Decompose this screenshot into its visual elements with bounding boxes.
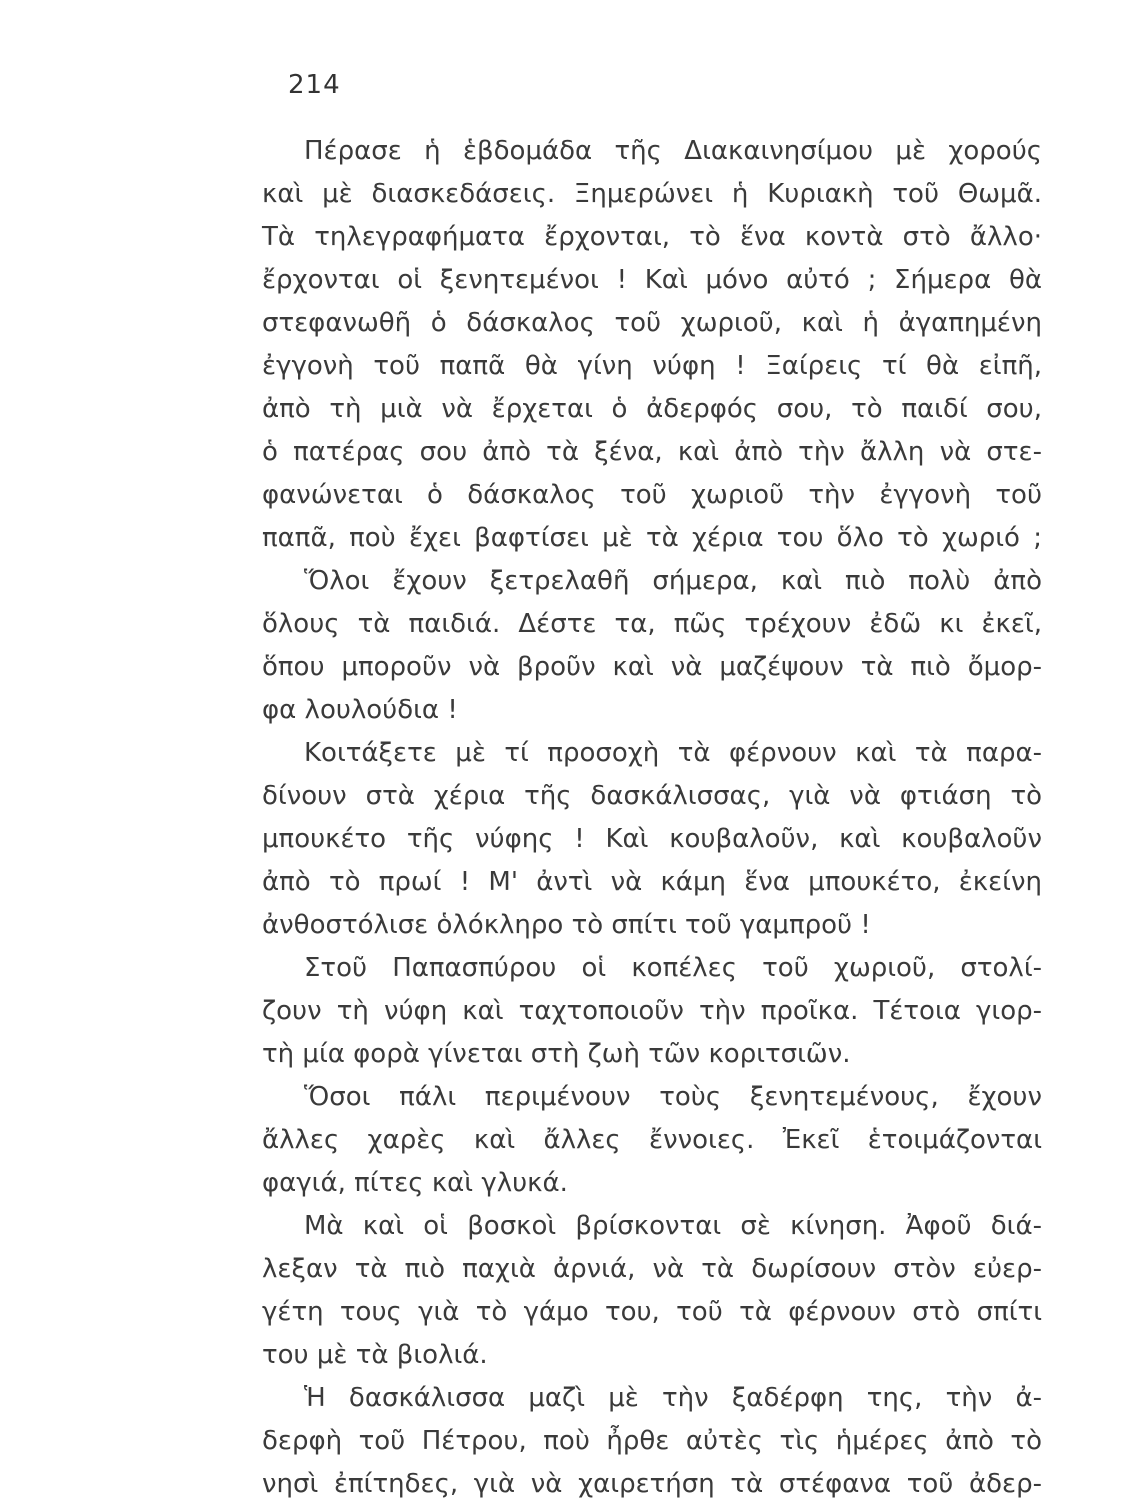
text-line: Τὰ τηλεγραφήματα ἔρχονται, τὸ ἕνα κοντὰ στὸ ἄλλο· xyxy=(262,222,1042,252)
text-line: ἄλλες χαρὲς καὶ ἄλλες ἔννοιες. Ἐκεῖ ἑτοιμάζονται xyxy=(262,1125,1042,1155)
text-line: Πέρασε ἡ ἑβδομάδα τῆς Διακαινησίμου μὲ χορούς xyxy=(304,136,1042,166)
text-line: δίνουν στὰ χέρια τῆς δασκάλισσας, γιὰ νὰ φτιάση τὸ xyxy=(262,781,1042,811)
text-line: Μὰ καὶ οἱ βοσκοὶ βρίσκονται σὲ κίνηση. Ἀφοῦ διά- xyxy=(304,1211,1042,1241)
text-line: μπουκέτο τῆς νύφης ! Καὶ κουβαλοῦν, καὶ κουβαλοῦν xyxy=(262,824,1042,854)
text-line: Ὅσοι πάλι περιμένουν τοὺς ξενητεμένους, ἔχουν xyxy=(304,1082,1042,1112)
text-line: φαγιά, πίτες καὶ γλυκά. xyxy=(262,1168,568,1198)
text-line: Ἡ δασκάλισσα μαζὶ μὲ τὴν ξαδέρφη της, τὴν ἀ- xyxy=(304,1383,1042,1413)
text-line: δερφὴ τοῦ Πέτρου, ποὺ ἦρθε αὐτὲς τὶς ἡμέρες ἀπὸ τὸ xyxy=(262,1426,1042,1456)
text-line: Ὅλοι ἔχουν ξετρελαθῆ σήμερα, καὶ πιὸ πολὺ ἀπὸ xyxy=(304,566,1042,596)
text-line: ἀνθοστόλισε ὁλόκληρο τὸ σπίτι τοῦ γαμπροῦ ! xyxy=(262,910,871,940)
text-line: ἀπὸ τὸ πρωί ! Μ' ἀντὶ νὰ κάμη ἕνα μπουκέτο, ἐκείνη xyxy=(262,867,1042,897)
text-line: λεξαν τὰ πιὸ παχιὰ ἀρνιά, νὰ τὰ δωρίσουν στὸν εὐερ- xyxy=(262,1254,1042,1284)
text-line: Στοῦ Παπασπύρου οἱ κοπέλες τοῦ χωριοῦ, στολί- xyxy=(304,953,1042,983)
text-line: ζουν τὴ νύφη καὶ ταχτοποιοῦν τὴν προῖκα. Τέτοια γιορ- xyxy=(262,996,1042,1026)
page-number: 214 xyxy=(288,70,341,100)
text-line: ὅλους τὰ παιδιά. Δέστε τα, πῶς τρέχουν ἐδῶ κι ἐκεῖ, xyxy=(262,609,1042,639)
text-line: Κοιτάξετε μὲ τί προσοχὴ τὰ φέρνουν καὶ τὰ παρα- xyxy=(304,738,1042,768)
text-line: καὶ μὲ διασκεδάσεις. Ξημερώνει ἡ Κυριακὴ τοῦ Θωμᾶ. xyxy=(262,179,1042,209)
text-line: ἀπὸ τὴ μιὰ νὰ ἔρχεται ὁ ἀδερφός σου, τὸ παιδί σου, xyxy=(262,394,1042,424)
text-line: στεφανωθῆ ὁ δάσκαλος τοῦ χωριοῦ, καὶ ἡ ἀγαπημένη xyxy=(262,308,1042,338)
text-line: παπᾶ, ποὺ ἔχει βαφτίσει μὲ τὰ χέρια του ὅλο τὸ χωριό ; xyxy=(262,523,1042,553)
text-line: γέτη τους γιὰ τὸ γάμο του, τοῦ τὰ φέρνουν στὸ σπίτι xyxy=(262,1297,1042,1327)
text-line: ἐγγονὴ τοῦ παπᾶ θὰ γίνη νύφη ! Ξαίρεις τί θὰ εἰπῆ, xyxy=(262,351,1042,381)
text-line: φανώνεται ὁ δάσκαλος τοῦ χωριοῦ τὴν ἐγγονὴ τοῦ xyxy=(262,480,1042,510)
text-line: του μὲ τὰ βιολιά. xyxy=(262,1340,488,1370)
body-text xyxy=(262,130,1042,1506)
text-line: νησὶ ἐπίτηδες, γιὰ νὰ χαιρετήση τὰ στέφανα τοῦ ἀδερ- xyxy=(262,1469,1042,1499)
text-line: φα λουλούδια ! xyxy=(262,695,458,725)
text-line: ὅπου μποροῦν νὰ βροῦν καὶ νὰ μαζέψουν τὰ πιὸ ὄμορ- xyxy=(262,652,1042,682)
text-line: τὴ μία φορὰ γίνεται στὴ ζωὴ τῶν κοριτσιῶν. xyxy=(262,1039,851,1069)
text-line: ἔρχονται οἱ ξενητεμένοι ! Καὶ μόνο αὐτό ; Σήμερα θὰ xyxy=(262,265,1042,295)
text-line: ὁ πατέρας σου ἀπὸ τὰ ξένα, καὶ ἀπὸ τὴν ἄλλη νὰ στε- xyxy=(262,437,1042,467)
